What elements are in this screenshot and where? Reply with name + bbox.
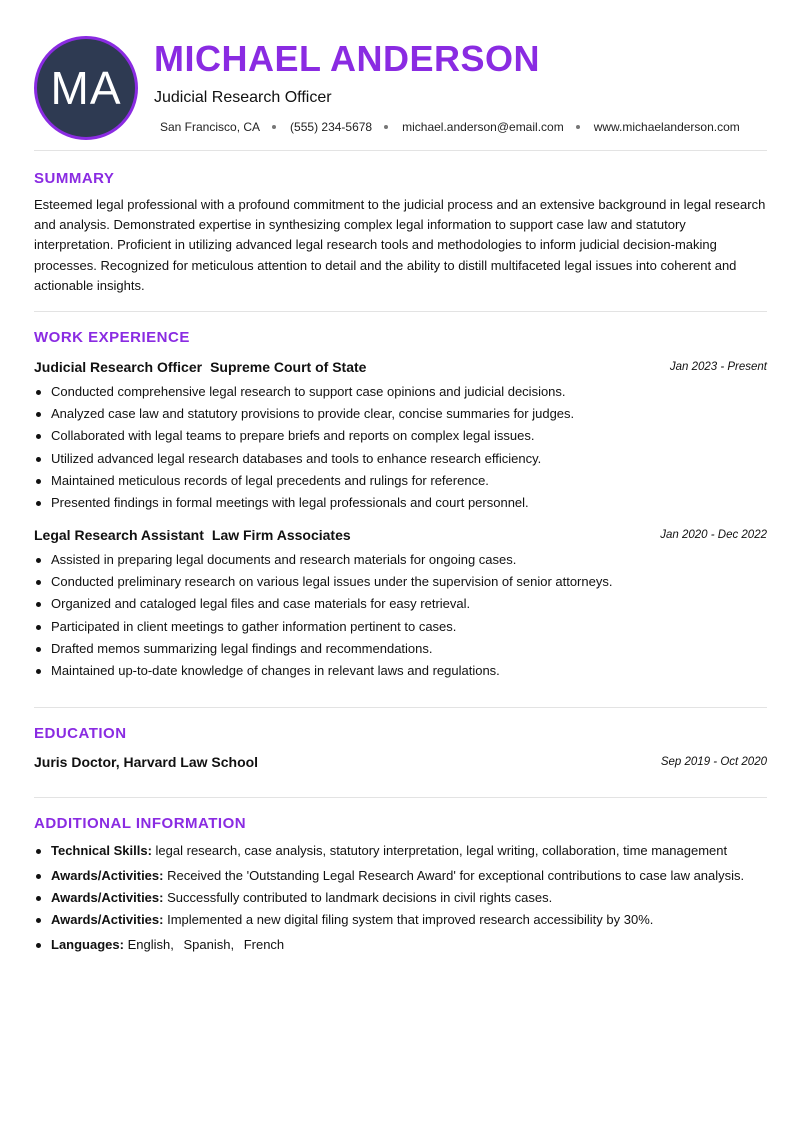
separator-dot — [384, 125, 388, 129]
list-item: Assisted in preparing legal documents and research materials for ongoing cases. — [34, 551, 612, 573]
summary-text: Esteemed legal professional with a profound commitment to the judicial process and an extensive background in legal research and analysis. Demonstrated expertise in synthesizing complex legal information to support case law and statutory interpretation. Proficient in utilizing advanced legal research tools and methodologies to inform judicial decision-making processes. Recognized for meticulous attention to detail and the ability to distill multifaceted legal issues into coherent and actionable insights. — [34, 197, 766, 293]
contact-phone: (555) 234-5678 — [290, 120, 373, 134]
info-label: Awards/Activities: — [51, 868, 164, 883]
job-company: Law Firm Associates — [211, 527, 351, 543]
list-item: Presented findings in formal meetings with legal professionals and court personnel. — [34, 494, 574, 516]
candidate-title: Judicial Research Officer — [154, 89, 332, 106]
education-heading: EDUCATION — [34, 725, 127, 742]
additional-info-heading: ADDITIONAL INFORMATION — [34, 815, 247, 832]
contact-website[interactable]: www.michaelanderson.com — [593, 120, 740, 134]
job-dates: Jan 2020 - Dec 2022 — [660, 529, 767, 541]
info-value: Successfully contributed to landmark decisions in civil rights cases. — [167, 890, 553, 905]
avatar-initials: MA — [50, 62, 122, 114]
divider — [34, 150, 767, 151]
divider — [34, 797, 767, 798]
additional-info-list — [34, 842, 744, 954]
list-item — [34, 911, 744, 929]
language: Spanish, — [183, 937, 235, 952]
language: French — [243, 937, 285, 952]
divider — [34, 707, 767, 708]
info-value: Implemented a new digital filing system that improved research accessibility by 30%. — [167, 912, 654, 927]
job-bullets — [34, 551, 612, 684]
work-experience-heading: WORK EXPERIENCE — [34, 329, 190, 346]
info-label: Languages: — [51, 937, 124, 952]
list-item: Conducted preliminary research on various legal issues under the supervision of senior attorneys. — [34, 573, 612, 595]
list-item: Drafted memos summarizing legal findings and recommendations. — [34, 640, 612, 662]
job-header — [34, 358, 767, 376]
job-title: Legal Research Assistant — [34, 527, 204, 543]
list-item: Maintained meticulous records of legal precedents and rulings for reference. — [34, 472, 574, 494]
list-item — [34, 867, 744, 885]
list-item: Conducted comprehensive legal research to support case opinions and judicial decisions. — [34, 383, 574, 405]
job-title-line — [34, 527, 351, 543]
separator-dot — [272, 125, 276, 129]
education-degree: Juris Doctor, Harvard Law School — [34, 754, 259, 770]
list-item: Participated in client meetings to gather information pertinent to cases. — [34, 618, 612, 640]
job-header — [34, 526, 767, 544]
list-item: Analyzed case law and statutory provisions to provide clear, concise summaries for judges. — [34, 405, 574, 427]
info-label: Awards/Activities: — [51, 912, 164, 927]
job-bullets — [34, 383, 574, 516]
education-entry — [34, 753, 767, 771]
list-item: Maintained up-to-date knowledge of changes in relevant laws and regulations. — [34, 662, 612, 684]
avatar — [34, 36, 138, 140]
list-item: Organized and cataloged legal files and case materials for easy retrieval. — [34, 595, 612, 617]
candidate-name: MICHAEL ANDERSON — [154, 38, 541, 79]
info-label: Technical Skills: — [51, 843, 152, 858]
education-dates: Sep 2019 - Oct 2020 — [660, 756, 767, 768]
info-value: Received the 'Outstanding Legal Research Award' for exceptional contributions to case law analysis. — [167, 868, 745, 883]
list-item — [34, 936, 744, 954]
job-dates: Jan 2023 - Present — [669, 361, 767, 373]
job-company: Supreme Court of State — [210, 359, 367, 375]
list-item — [34, 889, 744, 907]
info-value: legal research, case analysis, statutory interpretation, legal writing, collaboration, time management — [155, 843, 728, 858]
contact-location: San Francisco, CA — [160, 120, 261, 134]
list-item — [34, 842, 744, 860]
job-title-line — [34, 359, 366, 375]
list-item: Utilized advanced legal research databases and tools to enhance research efficiency. — [34, 450, 574, 472]
info-label: Awards/Activities: — [51, 890, 164, 905]
divider — [34, 311, 767, 312]
contact-email[interactable]: michael.anderson@email.com — [402, 120, 564, 134]
summary-heading: SUMMARY — [34, 170, 115, 187]
list-item: Collaborated with legal teams to prepare briefs and reports on complex legal issues. — [34, 427, 574, 449]
contact-row — [160, 120, 740, 134]
job-title: Judicial Research Officer — [34, 359, 203, 375]
separator-dot — [576, 125, 580, 129]
language: English, — [127, 937, 174, 952]
